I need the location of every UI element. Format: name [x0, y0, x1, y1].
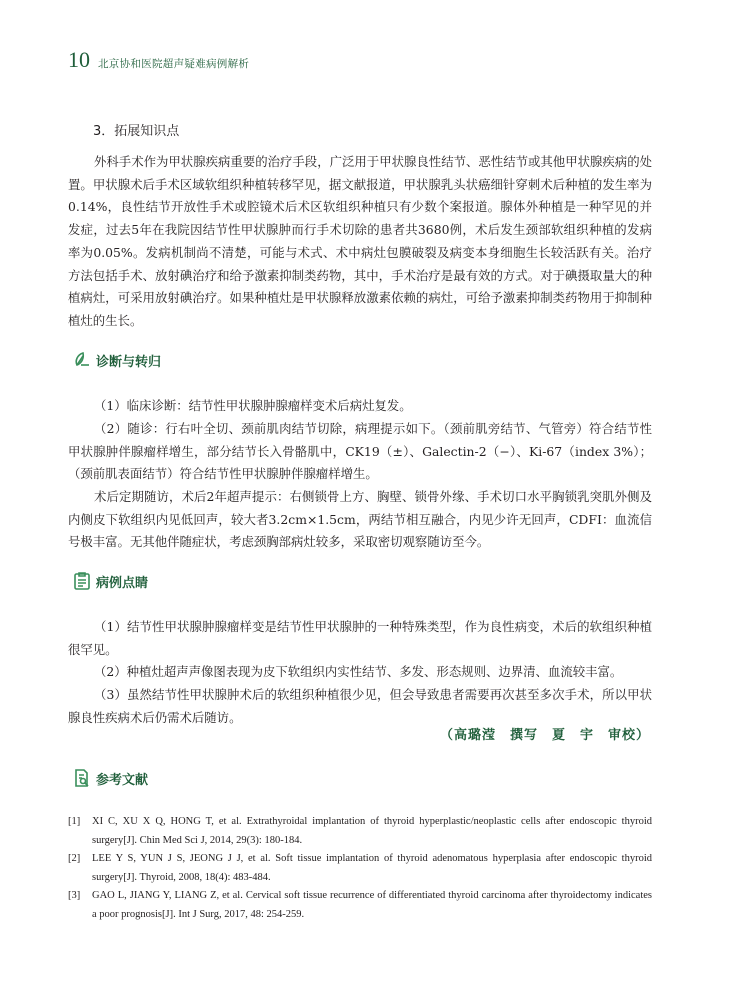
- diagnosis-p2: （2）随诊：行右叶全切、颈前肌肉结节切除，病理提示如下。（颈前肌旁结节、气管旁）符合结节性甲状腺肿伴腺瘤样增生，部分结节长入骨骼肌中，CK19（±）、Galectin-2（−）、Ki-67（index 3%）；（颈前肌表面结节）符合结节性甲状腺肿伴腺瘤样增生。: [68, 421, 652, 482]
- reference-number: [1]: [68, 816, 81, 827]
- reference-item: [68, 887, 652, 924]
- references-section-title: [72, 767, 148, 789]
- knowledge-heading: 3．拓展知识点: [93, 124, 180, 139]
- diagnosis-title: 诊断与转归: [96, 354, 162, 370]
- highlights-p1: （1）结节性甲状腺肿腺瘤样变是结节性甲状腺肿的一种特殊类型，作为良性病变，术后的软组织种植很罕见。: [68, 619, 652, 657]
- running-header: [68, 47, 249, 73]
- diagnosis-p3: 术后定期随访，术后2年超声提示：右侧锁骨上方、胸壁、锁骨外缘、手术切口水平胸锁乳突肌外侧及内侧皮下软组织内见低回声，较大者3.2cm×1.5cm，两结节相互融合，内见少许无回声，CDFI：血流信号极丰富。无其他伴随症状，考虑颈胸部病灶较多，采取密切观察随访至今。: [68, 489, 652, 550]
- reference-number: [2]: [68, 853, 81, 864]
- reference-text: XI C, XU X Q, HONG T, et al. Extrathyroidal implantation of thyroid hyperplastic/neoplastic cells after endoscopic thyroid surgery[J]. Chin Med Sci J, 2014, 29(3): 180-184.: [92, 816, 652, 846]
- reference-item: [68, 850, 652, 887]
- reference-text: LEE Y S, YUN J S, JEONG J J, et al. Soft tissue implantation of thyroid adenomatous hyperplasia after endoscopic thyroid surgery[J]. Thyroid, 2008, 18(4): 483-484.: [92, 853, 652, 883]
- page-number: 10: [68, 47, 90, 72]
- running-title: 北京协和医院超声疑难病例解析: [98, 58, 250, 70]
- reference-number: [3]: [68, 890, 81, 901]
- author-signature: （高璐滢 撰写 夏 宇 审校）: [439, 728, 650, 743]
- reference-list: [68, 813, 652, 924]
- references-title: 参考文献: [96, 772, 149, 788]
- highlights-p2: （2）种植灶超声声像图表现为皮下软组织内实性结节、多发、形态规则、边界清、血流较丰富。: [94, 664, 623, 679]
- reference-item: [68, 813, 652, 850]
- highlights-title: 病例点睛: [96, 575, 149, 591]
- stethoscope-leaf-icon: [72, 350, 92, 370]
- diagnosis-p1: （1）临床诊断：结节性甲状腺肿腺瘤样变术后病灶复发。: [94, 398, 412, 413]
- document-search-icon: [72, 768, 92, 788]
- diagnosis-section-title: [72, 349, 161, 371]
- reference-text: GAO L, JIANG Y, LIANG Z, et al. Cervical soft tissue recurrence of differentiated thyroid carcinoma after thyroidectomy indicates a poor prognosis[J]. Int J Surg, 2017, 48: 254-259.: [92, 890, 652, 920]
- highlights-section-title: [72, 570, 148, 592]
- clipboard-list-icon: [72, 571, 92, 591]
- highlights-p3: （3）虽然结节性甲状腺肿术后的软组织种植很少见，但会导致患者需要再次甚至多次手术，所以甲状腺良性疾病术后仍需术后随访。: [68, 687, 652, 725]
- knowledge-paragraph: 外科手术作为甲状腺疾病重要的治疗手段，广泛用于甲状腺良性结节、恶性结节或其他甲状腺疾病的处置。甲状腺术后手术区域软组织种植转移罕见，据文献报道，甲状腺乳头状癌细针穿刺术后种植的发生率为0.14%，良性结节开放性手术或腔镜术后术区软组织种植只有少数个案报道。腺体外种植是一种罕见的并发症，过去5年在我院因结节性甲状腺肿而行手术切除的患者共3680例，术后发生颈部软组织种植的发病率为0.05%。发病机制尚不清楚，可能与术式、术中病灶包膜破裂及病变本身细胞生长较活跃有关。治疗方法包括手术、放射碘治疗和给予激素抑制类药物，其中，手术治疗是最有效的方式。对于碘摄取量大的种植病灶，可采用放射碘治疗。如果种植灶是甲状腺释放激素依赖的病灶，可给予激素抑制类药物用于抑制种植灶的生长。: [68, 154, 652, 328]
